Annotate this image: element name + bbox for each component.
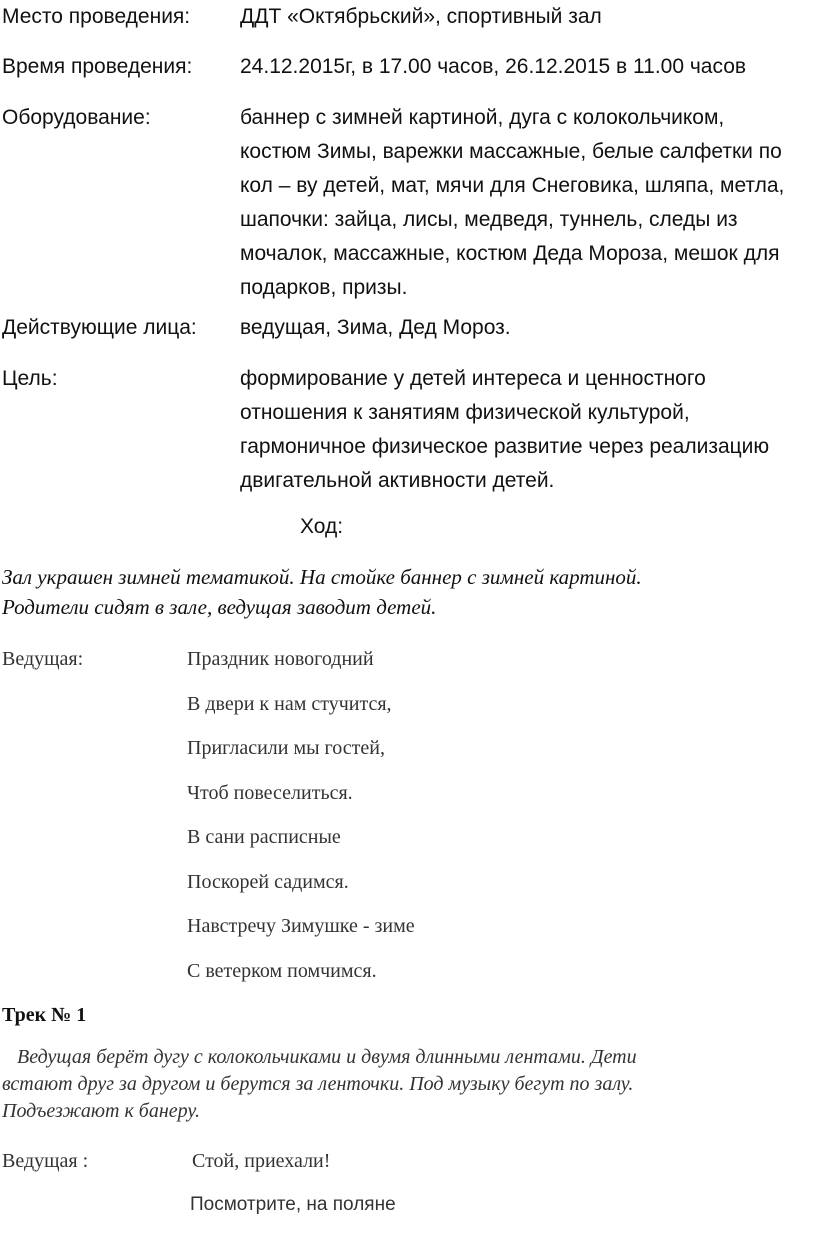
info-equipment-line: мочалок, массажные, костюм Деда Мороза, мешок для	[240, 242, 780, 265]
verse-line: Чтоб повеселиться.	[187, 782, 353, 804]
info-goal-line: гармоничное физическое развитие через реализацию	[240, 435, 770, 458]
info-place-value	[240, 0, 810, 34]
info-goal-line: отношения к занятиям физической культурой,	[240, 401, 690, 424]
info-time-line: 24.12.2015г, в 17.00 часов, 26.12.2015 в 11.00 часов	[240, 55, 747, 78]
speaker-label: Ведущая:	[2, 648, 84, 670]
intro-line: Зал украшен зимней тематикой. На стойке баннер с зимней картиной.	[2, 565, 642, 589]
info-time-value	[240, 50, 810, 84]
info-time-label: Время проведения:	[2, 55, 193, 78]
info-goal-line: формирование у детей интереса и ценностного	[240, 367, 706, 390]
verse-line: Навстречу Зимушке - зиме	[187, 915, 415, 937]
verse-line: В сани расписные	[187, 826, 341, 848]
section-heading: Ход:	[300, 515, 344, 538]
track-heading: Трек № 1	[2, 1004, 87, 1026]
verse-line: Поскорей садимся.	[187, 871, 349, 893]
intro-line: Родители сидят в зале, ведущая заводит детей.	[2, 595, 437, 619]
stage-direction	[2, 1044, 637, 1125]
verse-line: С ветерком помчимся.	[187, 960, 377, 982]
verse-line: Посмотрите, на поляне	[190, 1194, 396, 1215]
info-equipment-line: костюм Зимы, варежки массажные, белые салфетки по	[240, 140, 782, 163]
info-characters-value	[240, 311, 810, 345]
verse-line: Пригласили мы гостей,	[187, 737, 385, 759]
info-place-label: Место проведения:	[2, 5, 191, 28]
info-characters-line: ведущая, Зима, Дед Мороз.	[240, 316, 511, 339]
info-goal-label: Цель:	[2, 367, 58, 390]
info-goal-line: двигательной активности детей.	[240, 469, 555, 492]
info-goal-value	[240, 362, 810, 498]
intro-paragraph	[2, 562, 642, 622]
info-characters-label: Действующие лица:	[2, 316, 197, 339]
info-equipment-label: Оборудование:	[2, 106, 151, 129]
info-equipment-line: подарков, призы.	[240, 276, 408, 299]
verse-line: В двери к нам стучится,	[187, 693, 392, 715]
speaker-label: Ведущая :	[2, 1150, 89, 1172]
direction-line: Ведущая берёт дугу с колокольчиками и двумя длинными лентами. Дети	[2, 1046, 637, 1068]
direction-line: Подъезжают к банеру.	[2, 1100, 201, 1122]
info-equipment-line: кол – ву детей, мат, мячи для Снеговика, шляпа, метла,	[240, 174, 785, 197]
verse-line: Праздник новогодний	[187, 648, 374, 670]
direction-line: встают друг за другом и берутся за ленточки. Под музыку бегут по залу.	[2, 1073, 634, 1095]
info-place-line: ДДТ «Октябрьский», спортивный зал	[240, 5, 602, 28]
info-equipment-line: шапочки: зайца, лисы, медведя, туннель, следы из	[240, 208, 738, 231]
verse-line: Стой, приехали!	[192, 1150, 331, 1172]
info-equipment-line: баннер с зимней картиной, дуга с колокольчиком,	[240, 106, 725, 129]
info-equipment-value	[240, 101, 810, 305]
